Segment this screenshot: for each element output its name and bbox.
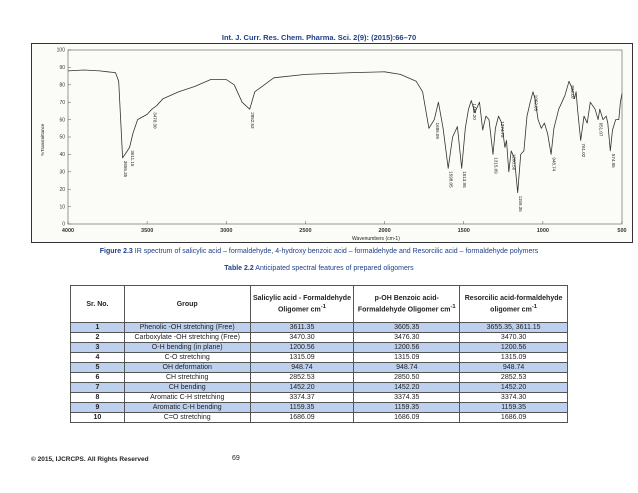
cell-salicylic: 1315.09 xyxy=(250,353,354,363)
peak-label: 1159.35 xyxy=(518,195,524,212)
cell-group: Carboxylate -OH stretching (Free) xyxy=(124,333,250,343)
peak-label: 3470.30 xyxy=(152,112,158,129)
peak-label: 1274.75 xyxy=(500,121,505,138)
peak-label: 1062.05 xyxy=(533,94,539,112)
y-tick-label: 50 xyxy=(59,134,65,141)
x-tick-label: 2500 xyxy=(299,228,312,234)
y-axis-ticks xyxy=(57,48,71,228)
cell-p-oh-benzoic: 1159.35 xyxy=(354,403,460,413)
table-row xyxy=(71,343,568,353)
x-tick-label: 3000 xyxy=(220,228,233,234)
peak-label: 761.02 xyxy=(581,143,587,158)
cell-sr: 2 xyxy=(71,333,125,343)
y-tick-label: 40 xyxy=(59,152,65,159)
header-group: Group xyxy=(124,286,250,323)
figure-caption-text: IR spectrum of salicylic acid – formaldehyde, 4-hydroxy benzoic acid – formaldehyde and Resorcilic acid – formaldehyde polymers xyxy=(132,248,539,255)
cell-p-oh-benzoic: 1200.56 xyxy=(354,343,460,353)
table-row xyxy=(71,363,568,373)
cell-salicylic: 3611.35 xyxy=(250,323,354,333)
cell-p-oh-benzoic: 2850.50 xyxy=(354,373,460,383)
header-p-oh-benzoic xyxy=(354,286,460,323)
header-salicylic-text: Salicylic acid - Formaldehyde Oligomer cm xyxy=(252,294,351,314)
y-tick-label: 90 xyxy=(59,65,65,72)
cell-p-oh-benzoic: 3476.30 xyxy=(354,333,460,343)
cell-salicylic: 1200.56 xyxy=(250,343,354,353)
peak-label: 1200.56 xyxy=(511,153,517,171)
cell-p-oh-benzoic: 3605.35 xyxy=(354,323,460,333)
cell-sr: 10 xyxy=(71,413,125,423)
header-resorcilic-unit: -1 xyxy=(531,303,537,310)
cell-p-oh-benzoic: 1686.09 xyxy=(354,413,460,423)
cell-salicylic: 948.74 xyxy=(250,363,354,373)
x-axis-label: Wavenumbers (cm-1) xyxy=(352,236,400,242)
peak-labels xyxy=(123,85,616,212)
x-tick-label: 4000 xyxy=(61,228,75,234)
peak-label: 832.07 xyxy=(569,85,575,100)
cell-sr: 9 xyxy=(71,403,125,413)
cell-group: Phenolic -OH stretching (Free) xyxy=(124,323,250,333)
peak-label: 948.74 xyxy=(551,157,557,172)
x-tick-label: 1500 xyxy=(457,228,470,234)
x-tick-label: 3500 xyxy=(141,228,154,234)
cell-resorcilic: 948.74 xyxy=(460,363,568,373)
cell-resorcilic: 1686.09 xyxy=(460,413,568,423)
cell-group: Aromatic C-H bending xyxy=(124,403,250,413)
table-label: Table 2.2 xyxy=(224,265,254,272)
peak-label: 1315.09 xyxy=(493,157,499,174)
header-resorcilic-text: Resorcilic acid-formaldehyde oligomer cm xyxy=(464,294,563,314)
cell-p-oh-benzoic: 1315.09 xyxy=(354,353,460,363)
cell-p-oh-benzoic: 1452.20 xyxy=(354,383,460,393)
plot-frame xyxy=(68,50,622,224)
peak-label: 651.07 xyxy=(598,122,604,137)
x-axis-ticks xyxy=(62,221,627,234)
x-tick-label: 2000 xyxy=(378,228,391,234)
cell-salicylic: 2852.53 xyxy=(250,373,354,383)
y-tick-label: 10 xyxy=(59,204,65,211)
cell-resorcilic: 3655.35, 3611.15 xyxy=(460,323,568,333)
cell-group: CH bending xyxy=(124,383,250,393)
cell-group: Aromatic C-H stretching xyxy=(124,393,250,403)
y-tick-label: 70 xyxy=(59,99,65,106)
cell-resorcilic: 1200.56 xyxy=(460,343,568,353)
cell-salicylic: 3470.30 xyxy=(250,333,354,343)
cell-sr: 5 xyxy=(71,363,125,373)
y-tick-label: 30 xyxy=(59,169,65,176)
peak-label: 1598.05 xyxy=(448,171,454,188)
peak-label: 1452.20 xyxy=(471,103,477,120)
peak-label: 1686.09 xyxy=(434,122,440,139)
header-resorcilic xyxy=(460,286,568,323)
cell-group: CH stretching xyxy=(124,373,250,383)
table-row xyxy=(71,373,568,383)
cell-sr: 4 xyxy=(71,353,125,363)
figure-label: Figure 2.3 xyxy=(99,248,133,255)
cell-group: O-H bending (in plane) xyxy=(124,343,250,353)
header-salicylic-unit: -1 xyxy=(320,303,326,310)
cell-p-oh-benzoic: 948.74 xyxy=(354,363,460,373)
cell-sr: 8 xyxy=(71,393,125,403)
table-row xyxy=(71,353,568,363)
cell-sr: 6 xyxy=(71,373,125,383)
header-sr-no: Sr. No. xyxy=(71,286,125,323)
spectral-features-table xyxy=(70,285,568,423)
y-tick-label: 100 xyxy=(56,47,65,54)
header-p-oh-benzoic-text: p-OH Benzoic acid-Formaldehyde Oligomer cm xyxy=(357,294,451,314)
cell-group: C-O stretching xyxy=(124,353,250,363)
spectrum-line xyxy=(68,70,622,193)
table-row xyxy=(71,413,568,423)
cell-resorcilic: 3374.30 xyxy=(460,393,568,403)
page-number: 69 xyxy=(232,455,240,462)
cell-resorcilic: 1452.20 xyxy=(460,383,568,393)
journal-citation: Int. J. Curr. Res. Chem. Pharma. Sci. 2(9): (2015):66–70 xyxy=(221,33,417,42)
cell-group: OH deformation xyxy=(124,363,250,373)
table-row xyxy=(71,393,568,403)
footer-copyright: © 2015, IJCRCPS. All Rights Reserved xyxy=(31,456,149,463)
header-salicylic xyxy=(250,286,354,323)
peak-label: 574.95 xyxy=(610,153,616,168)
cell-resorcilic: 2852.53 xyxy=(460,373,568,383)
spectrum-curve xyxy=(68,50,622,224)
peak-label: 3655.35 xyxy=(123,160,129,178)
table-row xyxy=(71,323,568,333)
y-axis-label: %Transmittance xyxy=(40,123,45,156)
cell-salicylic: 1452.20 xyxy=(250,383,354,393)
table-caption xyxy=(0,265,638,272)
peak-label: 2852.53 xyxy=(250,112,256,129)
figure-caption xyxy=(0,248,638,255)
cell-salicylic: 3374.37 xyxy=(250,393,354,403)
y-tick-label: 0 xyxy=(62,221,65,228)
cell-sr: 7 xyxy=(71,383,125,393)
x-tick-label: 1000 xyxy=(536,228,549,234)
peak-label: 3611.15 xyxy=(130,150,136,167)
cell-group: C=O stretching xyxy=(124,413,250,423)
table-row xyxy=(71,383,568,393)
table-header-row xyxy=(71,286,568,323)
cell-salicylic: 1686.09 xyxy=(250,413,354,423)
cell-sr: 3 xyxy=(71,343,125,353)
cell-resorcilic: 1315.09 xyxy=(460,353,568,363)
cell-resorcilic: 1159.35 xyxy=(460,403,568,413)
y-tick-label: 20 xyxy=(59,186,65,193)
cell-salicylic: 1159.35 xyxy=(250,403,354,413)
cell-sr: 1 xyxy=(71,323,125,333)
table-caption-text: Anticipated spectral features of prepared oligomers xyxy=(253,265,414,272)
y-tick-label: 80 xyxy=(59,82,65,89)
table-row xyxy=(71,403,568,413)
cell-resorcilic: 3470.30 xyxy=(460,333,568,343)
peak-label: 1513.95 xyxy=(462,171,468,188)
header-p-oh-benzoic-unit: -1 xyxy=(450,303,456,310)
table-row xyxy=(71,333,568,343)
cell-p-oh-benzoic: 3374.35 xyxy=(354,393,460,403)
ir-spectrum-svg xyxy=(32,44,634,244)
x-tick-label: 500 xyxy=(617,228,627,234)
y-tick-label: 60 xyxy=(59,117,65,124)
ir-spectrum-chart xyxy=(31,43,633,243)
